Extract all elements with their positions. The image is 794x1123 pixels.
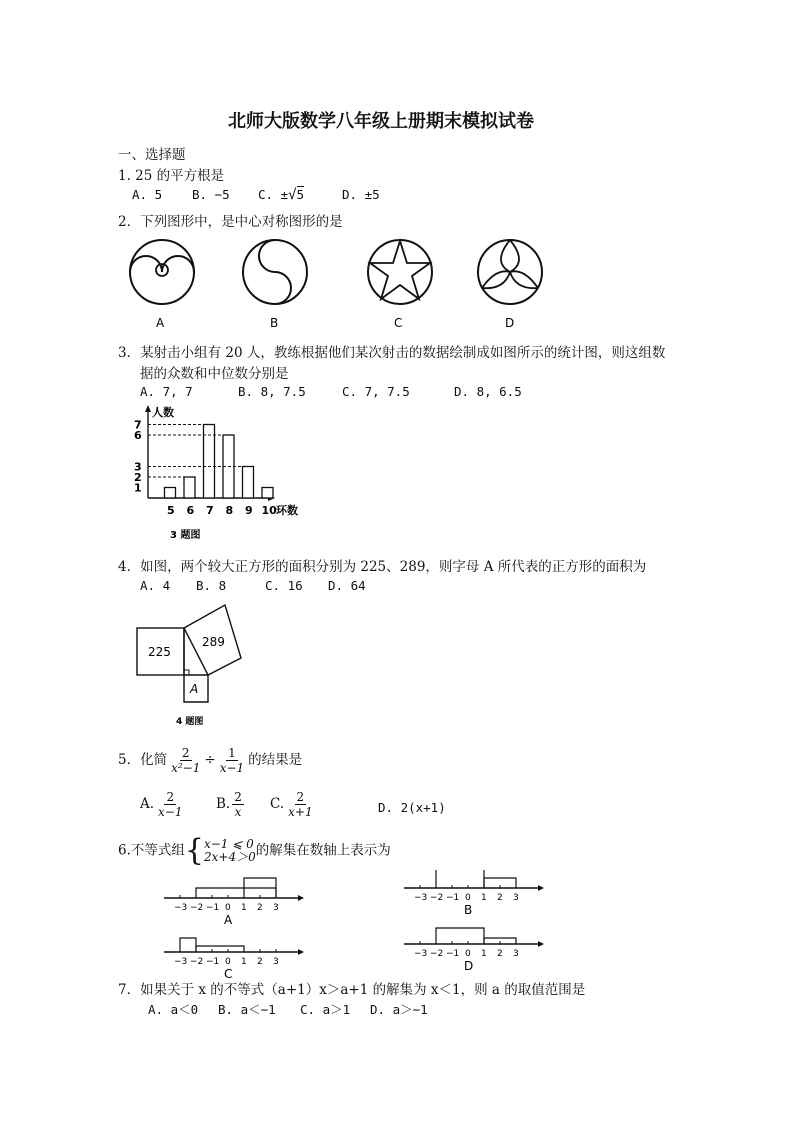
tick-label: 0 xyxy=(225,957,231,967)
q1-option-c: C. ±√5 xyxy=(258,187,305,203)
tick-label: 3 xyxy=(513,893,519,903)
x-tick-label: 8 xyxy=(225,504,234,517)
number-line-label: A xyxy=(224,913,233,927)
x-tick-label: 6 xyxy=(186,504,195,517)
tick-label: 0 xyxy=(465,949,471,959)
x-axis-label: 环数 xyxy=(276,504,298,517)
q2-figure-c xyxy=(368,240,432,304)
q1-option-d: D. ±5 xyxy=(342,187,380,202)
tick-label: 2 xyxy=(497,949,503,959)
tick-label: −1 xyxy=(446,949,460,959)
tick-label: 0 xyxy=(465,893,471,903)
q4-caption: 4 题图 xyxy=(176,717,204,727)
bar-7 xyxy=(204,425,215,499)
tick-label: −3 xyxy=(174,903,188,913)
q2-figure-a xyxy=(130,240,194,304)
tick-label: 1 xyxy=(481,949,487,959)
q5-option-b: B. $\frac{2}{x}$ xyxy=(216,790,242,819)
q5-option-d: D. 2(x+1) xyxy=(378,800,446,815)
tick-label: −1 xyxy=(206,903,220,913)
q3-option-b: B. 8, 7.5 xyxy=(238,384,306,399)
y-tick-label: 7 xyxy=(134,418,142,432)
tick-label: 1 xyxy=(241,903,247,913)
q2-label-d: D xyxy=(505,316,515,330)
q5-option-a: A. $\frac{2}{x-1}$ xyxy=(140,790,183,819)
number-line-label: C xyxy=(224,967,233,980)
y-tick-label: 2 xyxy=(134,471,142,484)
y-tick-label: 1 xyxy=(134,481,142,495)
number-line-a xyxy=(164,878,304,927)
tick-label: −1 xyxy=(206,957,220,967)
q4-label-225: 225 xyxy=(148,645,171,659)
q3-caption: 3 题图 xyxy=(170,530,201,541)
y-axis-label: 人数 xyxy=(152,406,174,419)
y-tick-label: 3 xyxy=(134,460,142,474)
q3-option-a: A. 7, 7 xyxy=(140,384,193,399)
q2-label-c: C xyxy=(394,316,403,330)
tick-label: 3 xyxy=(273,957,279,967)
q7-stem: 7．如果关于 x 的不等式（a+1）x＞a+1 的解集为 x＜1，则 a 的取值范围是 xyxy=(118,982,586,998)
q7-option-b: B. a＜−1 xyxy=(218,1002,276,1017)
q4-option-a: A. 4 xyxy=(140,578,171,593)
bar-6 xyxy=(184,477,195,498)
q5-option-c: C. $\frac{2}{x+1}$ xyxy=(270,790,313,819)
page-title: 北师大版数学八年级上册期末模拟试卷 xyxy=(228,111,534,132)
q7-option-c: C. a＞1 xyxy=(300,1002,351,1017)
number-line-label: B xyxy=(464,903,473,917)
q2-stem: 2．下列图形中，是中心对称图形的是 xyxy=(118,214,343,230)
q3-option-c: C. 7, 7.5 xyxy=(342,384,410,399)
q3-option-d: D. 8, 6.5 xyxy=(454,384,522,399)
q4-figure xyxy=(130,600,270,730)
tick-label: −2 xyxy=(190,957,204,967)
tick-label: −2 xyxy=(430,893,444,903)
q4-option-d: D. 64 xyxy=(328,578,366,593)
q3-bar-chart xyxy=(130,402,305,542)
q4-label-289: 289 xyxy=(202,635,225,649)
q3-stem-line2: 据的众数和中位数分别是 xyxy=(140,366,289,382)
q5-stem: 5．化简 $\frac{2}{\text{x²−1}}$ ÷ $\frac{1}{x-1}$ 的结果是 xyxy=(118,746,303,775)
tick-label: 3 xyxy=(273,903,279,913)
bar-10 xyxy=(262,488,273,499)
x-tick-label: 7 xyxy=(206,504,214,517)
tick-label: 2 xyxy=(497,893,503,903)
q2-label-a: A xyxy=(156,316,165,330)
q2-figure-b xyxy=(243,240,307,304)
q6-number-lines xyxy=(160,870,550,980)
tick-label: 2 xyxy=(257,957,263,967)
q4-option-c: C. 16 xyxy=(265,578,303,593)
number-line-b xyxy=(404,870,544,917)
tick-label: −3 xyxy=(174,957,188,967)
q1-option-a: A. 5 xyxy=(132,187,163,202)
tick-label: 3 xyxy=(513,949,519,959)
q1-stem: 1. 25 的平方根是 xyxy=(118,168,225,184)
tick-label: −2 xyxy=(430,949,444,959)
tick-label: −3 xyxy=(414,893,428,903)
q6-stem: 6.不等式组{ x−1 ⩽ 0 2x+4＞0 的解集在数轴上表示为 xyxy=(118,833,391,868)
tick-label: 1 xyxy=(241,957,247,967)
q4-stem: 4．如图，两个较大正方形的面积分别为 225、289，则字母 A 所代表的正方形的面积为 xyxy=(118,559,647,575)
tick-label: 2 xyxy=(257,903,263,913)
q2-label-b: B xyxy=(270,316,279,330)
q4-label-a: A xyxy=(190,682,199,696)
tick-label: 0 xyxy=(225,903,231,913)
number-line-c xyxy=(164,938,304,980)
x-tick-label: 10 xyxy=(261,504,277,517)
bar-9 xyxy=(243,467,254,499)
tick-label: −2 xyxy=(190,903,204,913)
bar-5 xyxy=(165,488,176,499)
y-tick-label: 6 xyxy=(134,429,142,442)
q3-stem-line1: 3．某射击小组有 20 人，教练根据他们某次射击的数据绘制成如图所示的统计图，则这组数 xyxy=(118,345,666,361)
q7-option-d: D. a＞−1 xyxy=(370,1002,428,1017)
number-line-label: D xyxy=(464,959,474,973)
tick-label: −3 xyxy=(414,949,428,959)
tick-label: −1 xyxy=(446,893,460,903)
number-line-d xyxy=(404,928,544,973)
section-heading: 一、选择题 xyxy=(118,147,186,163)
q7-option-a: A. a＜0 xyxy=(148,1002,199,1017)
q4-option-b: B. 8 xyxy=(196,578,227,593)
q2-figures xyxy=(120,232,550,332)
x-tick-label: 9 xyxy=(245,504,253,517)
q2-figure-d xyxy=(478,240,542,304)
tick-label: 1 xyxy=(481,893,487,903)
x-tick-label: 5 xyxy=(167,504,175,517)
q1-option-b: B. −5 xyxy=(192,187,230,202)
